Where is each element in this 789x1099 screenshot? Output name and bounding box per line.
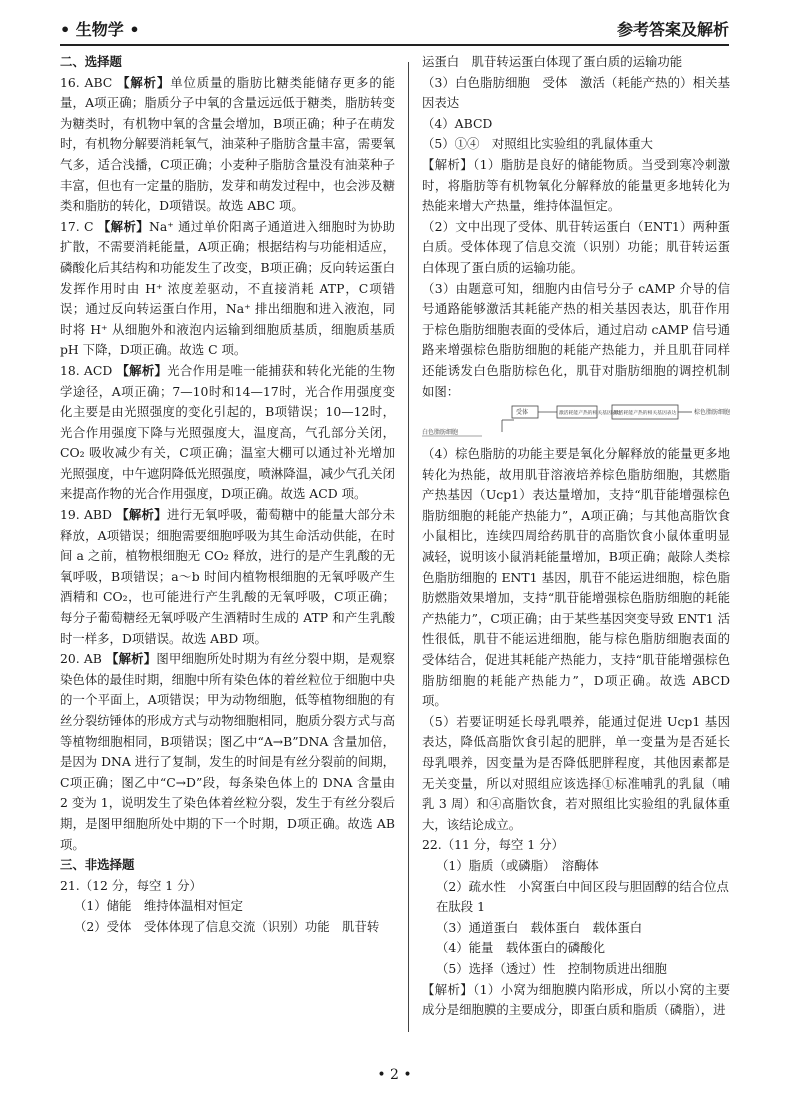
answer-20: 20. AB 【解析】图甲细胞所处时期为有丝分裂中期，是观察染色体的最佳时期，细胞中所有染色体的着丝粒位于细胞中央的一个平面上，A项错误；甲为动物细胞，低等植物细胞的有丝分裂纺锤体的形成方式与动物细胞相同，胞质分裂方式与高等植物细胞相同，B项错误；图乙中“A→B”DNA 含量加倍，是因为 DNA 进行了复制，发生的时间是有丝分裂前的间期，C项正确；图乙中“C→D”段，每条染色体上的 DNA 含量由 2 变为 1，说明发生了染色体着丝粒分裂，发生于有丝分裂后期，是图甲细胞所处中期的下一个时期，D项正确。故选 AB 项。 [60,651,396,852]
answer-21-3: （3）白色脂肪细胞 受体 激活（耗能产热的）相关基因表达 [422,74,730,111]
answer-19: 19. ABD 【解析】进行无氧呼吸，葡萄糖中的能量大部分未释放，A项错误；细胞需要细胞呼吸为其生命活动供能，在时间 a 之前，植物根细胞无 CO₂ 释放，进行的是产生乳酸的无氧呼吸，B项错误；a～b 时间内植物根细胞的无氧呼吸产生酒精和 CO₂，也可能进行产生乳酸的无氧呼吸，C项正确；每分子葡萄糖经无氧呼吸产生酒精时生成的 ATP 和产生乳酸时一样多，D项错误。故选 ABD 项。 [60,507,396,646]
explanation-22: 【解析】（1）小窝为细胞膜内陷形成，所以小窝的主要成分是细胞膜的主要成分，即蛋白质和脂质（磷脂），进 [422,981,730,1018]
section-heading: 二、选择题 [60,54,122,69]
answer-22-head: 22.（11 分，每空 1 分） [422,837,564,853]
explanation-21-2: （2）文中出现了受体、肌苷转运蛋白（ENT1）两种蛋白质。受体体现了信息交流（识别）功能；肌苷转运蛋白体现了蛋白质的运输功能。 [422,218,730,275]
column-divider [408,62,409,1032]
answer-21-5: （5）①④ 对照组比实验组的乳鼠体重大 [422,136,653,152]
answer-17: 17. C 【解析】Na⁺ 通过单价阳离子通道进入细胞时为协助扩散，不需要消耗能量，A项正确；根据结构与功能相适应，磷酸化后其结构和功能发生了改变，B项正确；反向转运蛋白发挥作用时由 H⁺ 浓度差驱动，不直接消耗 ATP，C项错误；通过反向转运蛋白作用，Na⁺ 排出细胞和进入液泡，同时将 H⁺ 从细胞外和液泡内运输到细胞质基质，细胞质基质 pH 下降，D项正确。故选 C 项。 [60,218,396,358]
page-header [60,14,729,46]
answer-22-3: （3）通道蛋白 载体蛋白 载体蛋白 [436,919,643,935]
section-title: 参考答案及解析 [616,20,729,39]
explanation-21-3: （3）由题意可知，细胞内由信号分子 cAMP 介导的信号通路能够激活其耗能产热的相关基因表达，肌苷作用于棕色脂肪细胞表面的受体后，通过启动 cAMP 信号通路来增强棕色脂肪细胞的耗能产热能力，并且肌苷同样还能诱发白色脂肪棕色化，肌苷对脂肪细胞的调控机制如图： [422,280,730,399]
left-column [60,52,395,938]
page-number: • 2 • [377,1067,412,1083]
answer-21-1: （1）储能 维持体温相对恒定 [74,898,243,914]
diagram-label-activation-2: 激活耗能产热的相关基因表达 [614,411,677,417]
section-heading: 三、非选择题 [60,857,135,873]
right-column [422,52,730,1021]
explanation-21-5: （5）若要证明延长母乳喂养，能通过促进 Ucp1 基因表达，降低高脂饮食引起的肥胖，单一变量为是否延长母乳喂养，因变量为是否降低肥胖程度，其他因素都是无关变量，所以对照组应该选择①标准哺乳的乳鼠（哺乳 3 周）和④高脂饮食，若对照组比实验组的乳鼠体重大，该结论成立。 [422,713,730,832]
answer-21-cont: 运蛋白 肌苷转运蛋白体现了蛋白质的运输功能 [422,54,683,69]
mechanism-diagram [422,404,730,438]
diagram-label-brown: 棕色脂肪细胞 [694,409,730,417]
subject-title: • 生物学 • [60,20,140,39]
answer-22-2: （2）疏水性 小窝蛋白中间区段与胆固醇的结合位点在肽段 1 [436,878,729,915]
answer-21-head: 21.（12 分，每空 1 分） [60,877,202,893]
explanation-21-4: （4）棕色脂肪的功能主要是氧化分解释放的能量更多地转化为热能，故用肌苷溶液培养棕色脂肪细胞，其燃脂产热基因（Ucp1）表达量增加，支持“肌苷能增强棕色脂肪细胞的耗能产热能力”，A项正确；与其他高脂饮食小鼠相比，连续四周给药肌苷的高脂饮食小鼠体重明显减轻，说明该小鼠消耗能量增加，B项正确；敲除人类棕色脂肪细胞的 ENT1 基因，肌苷不能运进细胞，棕色脂肪燃脂效果增加，支持“肌苷能增强棕色脂肪细胞的耗能产热能力”，C项正确；由于某些基因突变导致 ENT1 活性很低，肌苷不能运进细胞，能与棕色脂肪细胞表面的受体结合，促进其耗能产热能力，支持“肌苷能增强棕色脂肪细胞的耗能产热能力”，D项正确。故选 ABCD 项。 [422,446,730,709]
diagram-label-white: 白色脂肪细胞 [422,429,459,437]
answer-16: 16. ABC 【解析】单位质量的脂肪比糖类能储存更多的能量，A项正确；脂质分子中氧的含量远远低于糖类，脂肪转变为糖类时，有机物中氧的含量会增加，B项正确；种子在萌发时，有机物分解要消耗氧气，油菜种子脂肪含量丰富，需要氧气多，适合浅播，C项正确；小麦种子脂肪含量没有油菜种子丰富，但也有一定量的脂肪，发芽和萌发过程中，也会涉及糖类和脂肪的转化，D项错误。故选 ABC 项。 [60,74,395,214]
answer-22-5: （5）选择（透过）性 控制物质进出细胞 [436,960,667,976]
diagram-label-activation: 激活耗能产热的相关基因表达 [559,411,622,417]
answer-22-1: （1）脂质（或磷脂） 溶酶体 [436,857,599,873]
answer-21-4: （4）ABCD [422,115,493,131]
answer-18: 18. ACD 【解析】光合作用是唯一能捕获和转化光能的生物学途径，A项正确；7—10时和14—17时，光合作用强度变化主要是由光照强度的变化引起的，B项错误；10—12时，光合作用强度下降与光照强度大，温度高，气孔部分关闭，CO₂ 吸收减少有关，C项正确；温室大棚可以通过补光增加光照强度，中午遮阴降低光照强度，喷淋降温，减少气孔关闭来提高作物的光合作用强度，D项正确。故选 ACD 项。 [60,362,395,502]
explanation-21: 【解析】（1）脂肪是良好的储能物质。当受到寒冷刺激时，将脂肪等有机物氧化分解释放的能量更多地转化为热能来增大产热量，维持体温恒定。 [422,156,730,214]
answer-22-4: （4）能量 载体蛋白的磷酸化 [436,940,605,956]
answer-21-2: （2）受体 受体体现了信息交流（识别）功能 肌苷转 [74,918,380,934]
diagram-label-receptor: 受体 [516,409,529,417]
